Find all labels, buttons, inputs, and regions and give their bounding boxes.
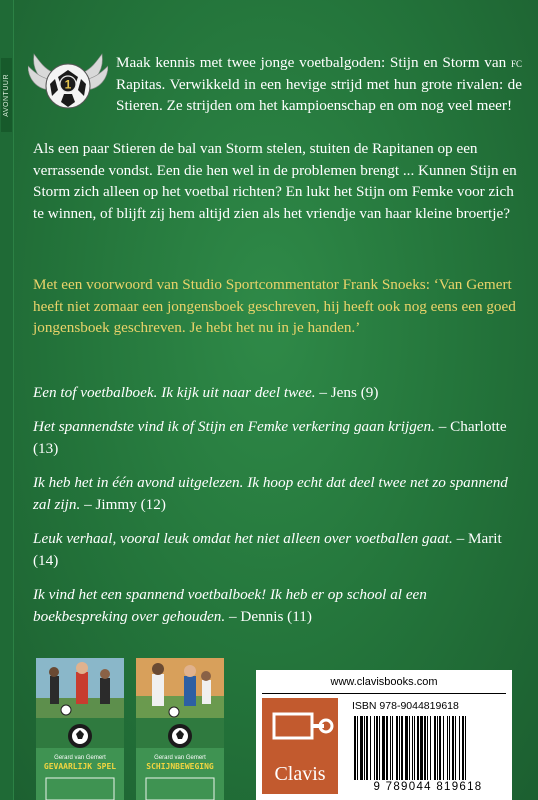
intro-text-a: Maak kennis met twee jonge voetbalgoden: Stijn en Storm van <box>116 54 511 71</box>
reader-quote <box>33 472 523 515</box>
book-author: Gerard van Gemert <box>154 755 206 761</box>
book-cover-schijnbeweging <box>136 658 224 800</box>
barcode-panel <box>256 670 512 800</box>
book-author: Gerard van Gemert <box>54 755 106 761</box>
reader-quote <box>33 416 523 459</box>
isbn-number: ISBN 978-9044819618 <box>352 700 459 712</box>
publisher-url: www.clavisbooks.com <box>330 676 438 688</box>
quote-text: Ik heb het in één avond uitgelezen. Ik hoop echt dat deel twee net zo spannend zal zijn. <box>33 474 508 513</box>
quote-author: – Marit (14) <box>33 530 502 569</box>
genre-label: AVONTUUR <box>3 73 10 117</box>
football-emblem-icon <box>28 44 108 124</box>
genre-tag <box>1 58 12 132</box>
publisher-name: Clavis <box>274 763 326 785</box>
emblem-number: 1 <box>64 77 72 92</box>
quote-text: Ik vind het een spannend voetbalboek! Ik heb er op school al een boekbespreking over gehouden. <box>33 586 427 625</box>
quote-text: Een tof voetbalboek. Ik kijk uit naar deel twee. <box>33 384 316 401</box>
quote-author: – Dennis (11) <box>225 607 312 625</box>
spine-strip <box>0 0 14 800</box>
reader-quote <box>33 528 523 571</box>
quote-text: Het spannendste vind ik of Stijn en Femke verkering gaan krijgen. <box>33 418 435 435</box>
quote-author: – Jimmy (12) <box>80 495 166 513</box>
book-title: GEVAARLIJK SPEL <box>43 762 117 771</box>
intro-text-b: Rapitas. Verwikkeld in een hevige strijd met hun grote rivalen: de Stieren. Ze strijden om het kampioenschap en om nog veel meer! <box>116 75 522 114</box>
club-abbreviation: fc <box>510 55 522 70</box>
book-title: SCHIJNBEWEGING <box>146 762 214 771</box>
publisher-logo <box>262 698 338 794</box>
reader-quote <box>33 382 523 404</box>
book-cover-illustration <box>36 658 124 800</box>
book-cover-gevaarlijk-spel <box>36 658 124 800</box>
foreword-paragraph: Met een voorwoord van Studio Sportcommentator Frank Snoeks: ‘Van Gemert heeft niet zomaar een jongensboek geschreven, hij heeft ook nog eens een goed jongensboek geschreven. Je hebt het nu in je handen.’ <box>33 276 516 336</box>
intro-paragraph <box>116 52 522 117</box>
quote-author: – Jens (9) <box>315 384 379 401</box>
divider <box>262 693 506 694</box>
barcode-digits: 9 789044 819618 <box>373 781 483 793</box>
reader-quote <box>33 584 523 627</box>
story-paragraph: Als een paar Stieren de bal van Storm stelen, stuiten de Rapitanen op een verrassende vondst. Een die hen wel in de problemen brengt ... Kunnen Stijn en Storm zich alleen op het voetbal richten? En lukt het Stijn om Femke voor zich te winnen, of blijft zij hem altijd zien als het vriendje van haar kleine broertje? <box>33 140 517 222</box>
quote-author: – Charlotte (13) <box>33 418 507 457</box>
key-icon <box>262 698 338 758</box>
quote-text: Leuk verhaal, vooral leuk omdat het niet alleen over voetballen gaat. <box>33 530 453 547</box>
barcode-icon <box>352 716 504 780</box>
book-cover-illustration <box>136 658 224 800</box>
